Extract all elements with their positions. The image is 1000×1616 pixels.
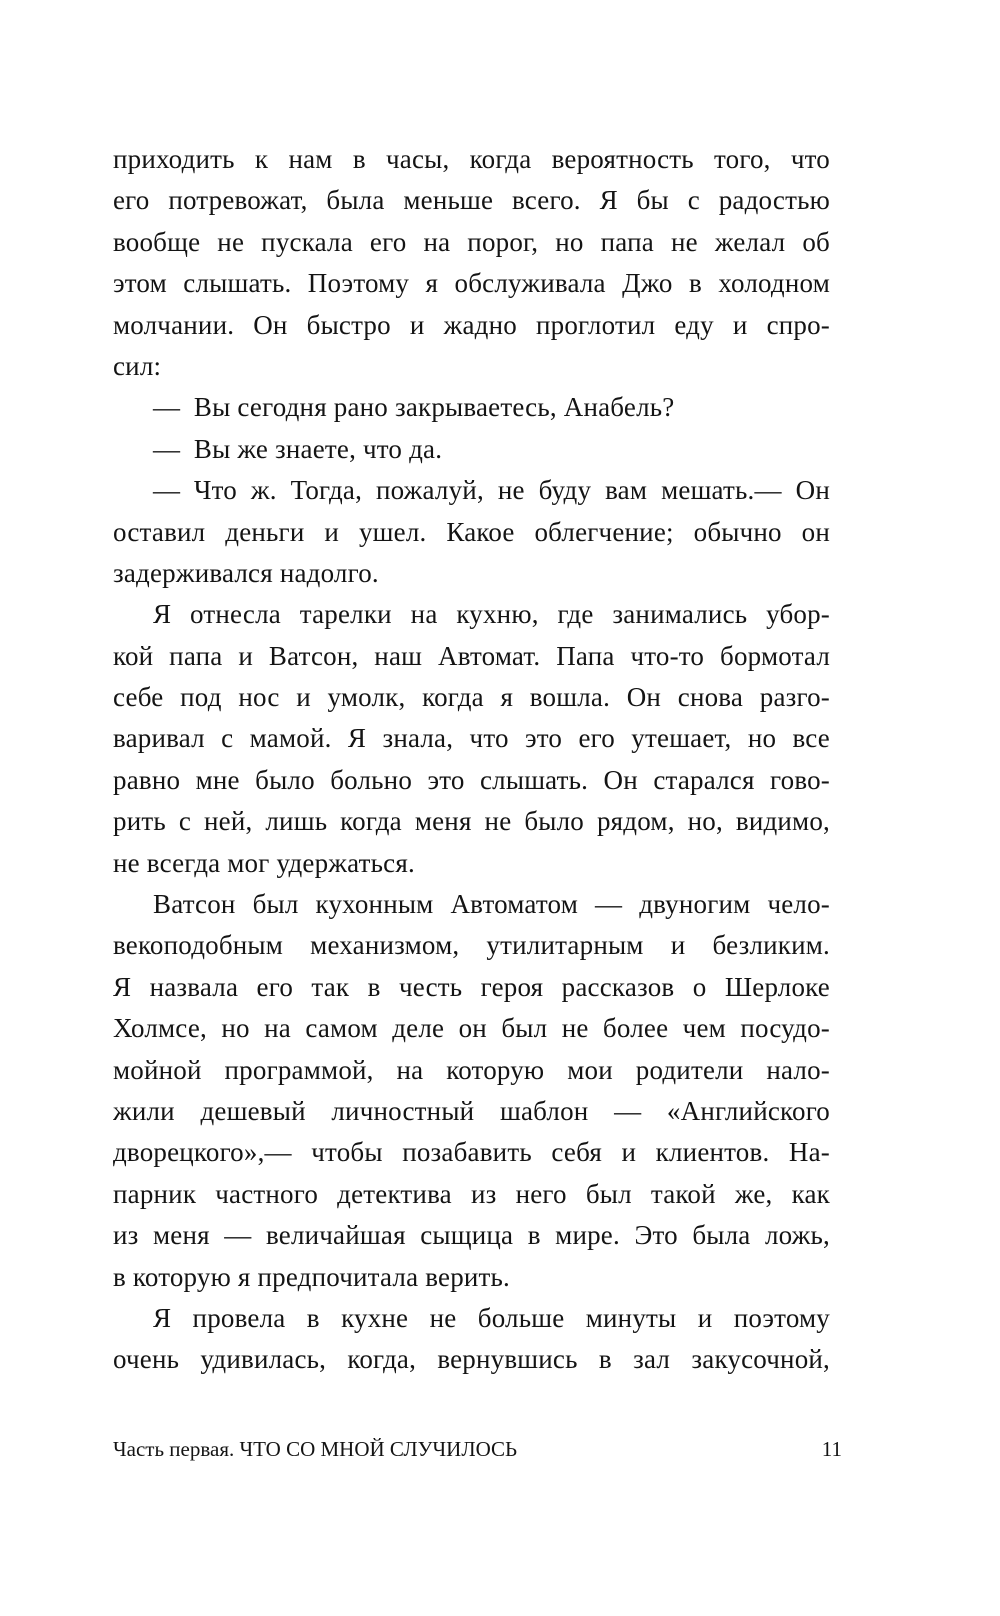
- text-line: вообще не пускала его на порог, но папа не желал об: [113, 226, 830, 257]
- text-line: дворецкого»,— чтобы позабавить себя и клиентов. На-: [113, 1137, 830, 1168]
- text-line: рить с ней, лишь когда меня не было рядом, но, видимо,: [113, 806, 830, 837]
- text-line: равно мне было больно это слышать. Он старался гово-: [113, 764, 830, 795]
- text-line: оставил деньги и ушел. Какое облегчение; обычно он: [113, 516, 830, 547]
- footer-section-title: Часть первая. ЧТО СО МНОЙ СЛУЧИЛОСЬ: [113, 1437, 518, 1461]
- text-line: молчании. Он быстро и жадно проглотил еду и спро-: [113, 309, 830, 340]
- text-line: очень удивилась, когда, вернувшись в зал закусочной,: [113, 1344, 830, 1375]
- text-line: мойной программой, на которую мои родители нало-: [113, 1054, 830, 1085]
- text-line: — Вы сегодня рано закрываетесь, Анабель?: [153, 392, 675, 423]
- text-line: — Вы же знаете, что да.: [153, 433, 443, 464]
- text-line: Я отнесла тарелки на кухню, где занимались убор-: [153, 599, 830, 630]
- text-line: в которую я предпочитала верить.: [113, 1261, 511, 1292]
- text-line: сил:: [113, 350, 162, 381]
- text-line: Я провела в кухне не больше минуты и поэтому: [153, 1302, 830, 1333]
- text-line: Холмсе, но на самом деле он был не более чем посудо-: [113, 1013, 830, 1044]
- page-footer: [113, 1436, 842, 1462]
- page-number: 11: [821, 1437, 842, 1461]
- text-line: из меня — величайшая сыщица в мире. Это была ложь,: [113, 1220, 830, 1251]
- text-line: векоподобным механизмом, утилитарным и безликим.: [113, 930, 830, 961]
- body-text: [113, 139, 830, 1381]
- text-line: Я назвала его так в честь героя рассказов о Шерлоке: [113, 971, 830, 1002]
- text-line: кой папа и Ватсон, наш Автомат. Папа что-то бормотал: [113, 640, 830, 671]
- text-line: себе под нос и умолк, когда я вошла. Он снова разго-: [113, 682, 830, 713]
- text-line: не всегда мог удержаться.: [113, 847, 415, 878]
- text-line: Ватсон был кухонным Автоматом — двуногим чело-: [153, 889, 830, 920]
- text-line: — Что ж. Тогда, пожалуй, не буду вам мешать.— Он: [153, 475, 830, 506]
- text-line: жили дешевый личностный шаблон — «Английского: [113, 1095, 830, 1126]
- text-line: его потревожат, была меньше всего. Я бы с радостью: [113, 185, 830, 216]
- text-line: варивал с мамой. Я знала, что это его утешает, но все: [113, 723, 830, 754]
- text-line: этом слышать. Поэтому я обслуживала Джо в холодном: [113, 268, 830, 299]
- text-line: парник частного детектива из него был такой же, как: [113, 1178, 830, 1209]
- text-line: задерживался надолго.: [113, 557, 379, 588]
- text-line: приходить к нам в часы, когда вероятность того, что: [113, 144, 830, 174]
